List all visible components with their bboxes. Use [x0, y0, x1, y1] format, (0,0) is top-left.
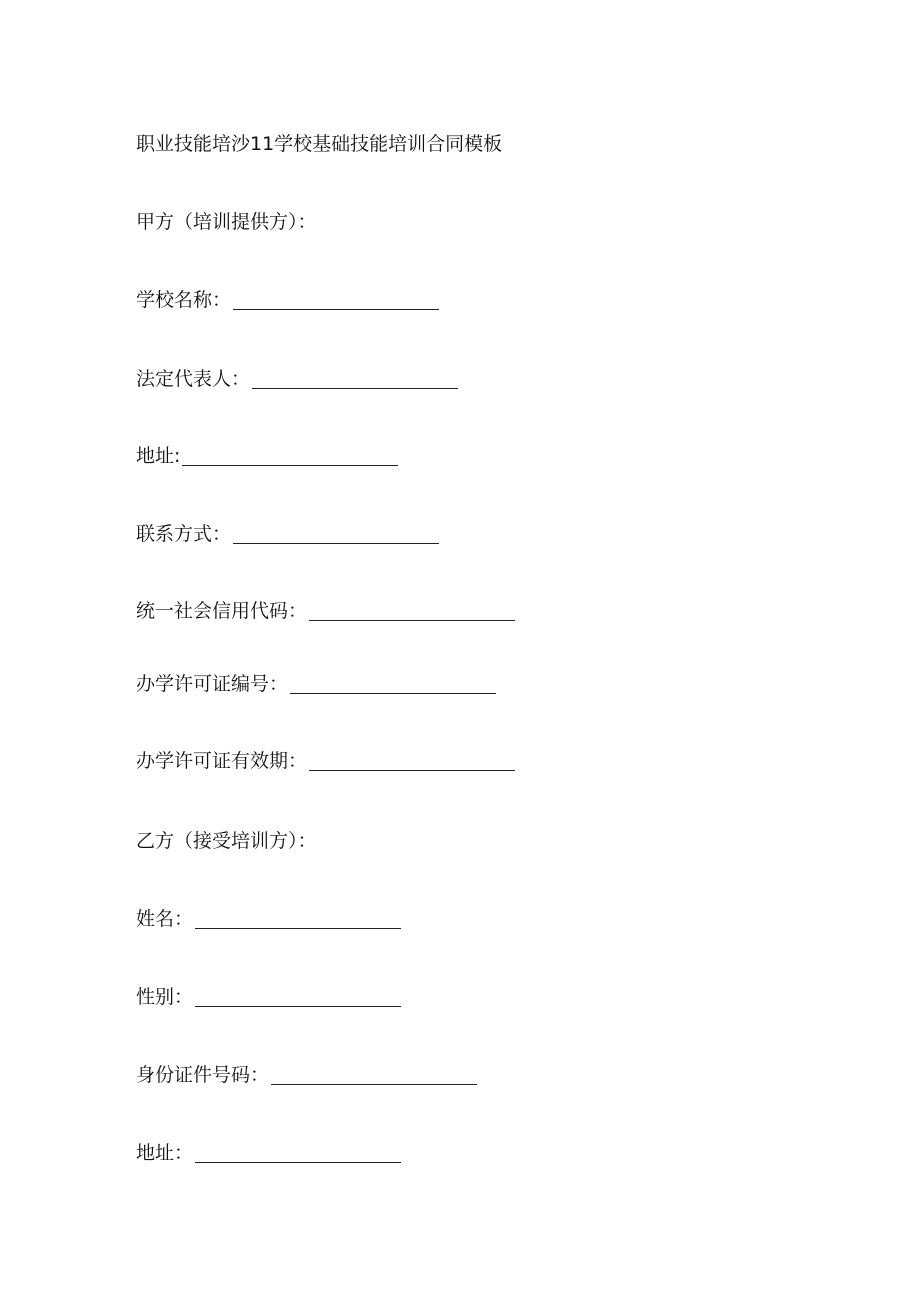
- blank-line[interactable]: [182, 445, 398, 466]
- field-label: 性别：: [136, 986, 194, 1008]
- field-legal-representative: [136, 366, 458, 392]
- field-label: 办学许可证编号：: [136, 673, 289, 695]
- field-label: 姓名：: [136, 908, 194, 930]
- field-license-number: [136, 671, 496, 697]
- blank-line[interactable]: [195, 1142, 401, 1163]
- blank-line[interactable]: [309, 600, 515, 621]
- field-gender: [136, 984, 401, 1010]
- field-name: [136, 906, 401, 932]
- field-school-name: [136, 287, 439, 313]
- blank-line[interactable]: [271, 1064, 477, 1085]
- field-id-number: [136, 1062, 477, 1088]
- blank-line[interactable]: [233, 289, 439, 310]
- field-party-b-address: [136, 1140, 401, 1166]
- field-label: 地址:: [136, 445, 181, 467]
- field-contact-method: [136, 521, 439, 547]
- blank-line[interactable]: [195, 986, 401, 1007]
- blank-line[interactable]: [233, 523, 439, 544]
- field-label: 学校名称：: [136, 289, 232, 311]
- document-title-text: 职业技能培沙11学校基础技能培训合同模板: [136, 133, 503, 155]
- blank-line[interactable]: [195, 908, 401, 929]
- field-label: 法定代表人：: [136, 368, 251, 390]
- field-label: 办学许可证有效期：: [136, 750, 308, 772]
- party-b-heading: [136, 828, 317, 854]
- blank-line[interactable]: [290, 673, 496, 694]
- blank-line[interactable]: [252, 368, 458, 389]
- blank-line[interactable]: [309, 750, 515, 771]
- party-a-heading: [136, 209, 317, 235]
- field-party-a-address: [136, 443, 398, 469]
- field-label: 身份证件号码：: [136, 1064, 270, 1086]
- field-label: 统一社会信用代码：: [136, 600, 308, 622]
- field-credit-code: [136, 598, 515, 624]
- party-a-heading-text: 甲方（培训提供方）：: [136, 211, 317, 233]
- field-label: 地址：: [136, 1142, 194, 1164]
- party-b-heading-text: 乙方（接受培训方）：: [136, 830, 317, 852]
- field-label: 联系方式：: [136, 523, 232, 545]
- document-title: [136, 131, 502, 157]
- field-license-validity: [136, 748, 515, 774]
